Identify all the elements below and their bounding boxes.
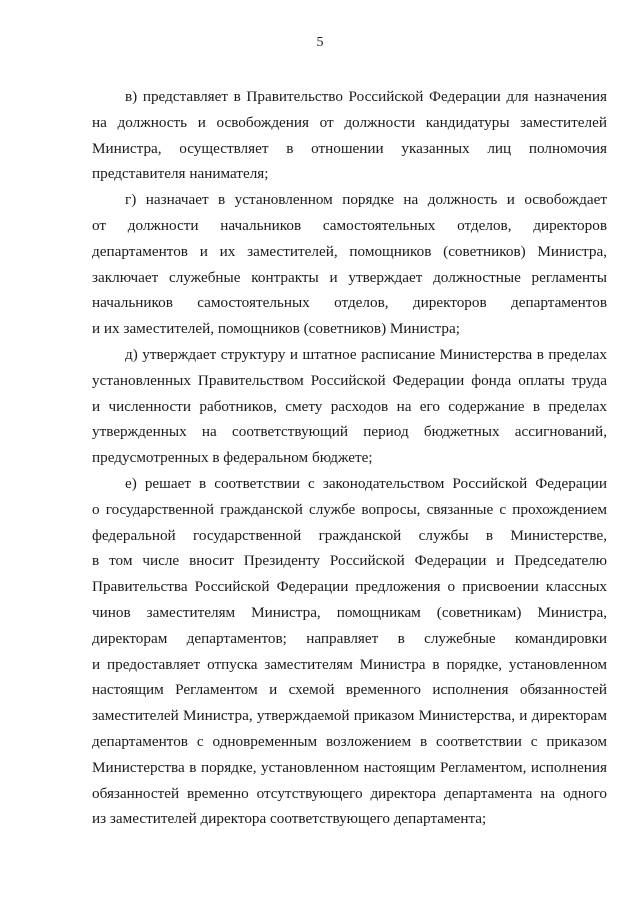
text-line: установленных Правительством Российской Федерации фонда оплаты труда xyxy=(92,371,607,389)
text-line: департаментов и их заместителей, помощников (советников) Министра, xyxy=(92,242,607,260)
text-line: утвержденных на соответствующий период бюджетных ассигнований, xyxy=(92,423,607,441)
text-line: заключает служебные контракты и утверждает должностные регламенты xyxy=(92,268,607,286)
paragraph-v xyxy=(92,84,607,187)
text-line: заместителей Министра, утверждаемой приказом Министерства, и директорам xyxy=(92,707,607,725)
page-number: 5 xyxy=(316,35,324,50)
text-line: в том числе вносит Президенту Российской Федерации и Председателю xyxy=(92,552,607,570)
text-line: представителя нанимателя; xyxy=(92,165,269,183)
text-line: начальников самостоятельных отделов, директоров департаментов xyxy=(92,294,607,312)
text-line: и численности работников, смету расходов на его содержание в пределах xyxy=(92,397,607,415)
paragraph-g xyxy=(92,187,607,342)
text-line: и их заместителей, помощников (советников) Министра; xyxy=(92,320,460,338)
text-line: Правительства Российской Федерации предложения о присвоении классных xyxy=(92,578,607,596)
text-line: Министра, осуществляет в отношении указанных лиц полномочия xyxy=(92,139,607,157)
text-line: из заместителей директора соответствующего департамента; xyxy=(92,810,487,828)
text-line: д) утверждает структуру и штатное расписание Министерства в пределах xyxy=(125,345,607,363)
text-line: настоящим Регламентом и схемой временного исполнения обязанностей xyxy=(92,681,607,699)
text-line: и предоставляет отпуска заместителям Министра в порядке, установленном xyxy=(92,655,607,673)
text-line: директорам департаментов; направляет в служебные командировки xyxy=(92,629,607,647)
text-line: чинов заместителям Министра, помощникам (советникам) Министра, xyxy=(92,603,607,621)
paragraph-e xyxy=(92,471,607,832)
text-line: обязанностей временно отсутствующего директора департамента на одного xyxy=(92,784,607,802)
text-line: Министерства в порядке, установленном настоящим Регламентом, исполнения xyxy=(92,758,607,776)
text-line: департаментов с одновременным возложением в соответствии с приказом xyxy=(92,732,607,750)
text-line: от должности начальников самостоятельных отделов, директоров xyxy=(92,216,607,234)
text-line: на должность и освобождения от должности кандидатуры заместителей xyxy=(92,113,607,131)
text-line: е) решает в соответствии с законодательством Российской Федерации xyxy=(125,474,607,492)
text-line: г) назначает в установленном порядке на должность и освобождает xyxy=(125,191,607,209)
text-line: предусмотренных в федеральном бюджете; xyxy=(92,449,373,467)
text-line: о государственной гражданской службе вопросы, связанные с прохождением xyxy=(92,500,607,518)
paragraph-d xyxy=(92,342,607,471)
text-line: в) представляет в Правительство Российской Федерации для назначения xyxy=(125,88,607,105)
document-body xyxy=(92,84,607,832)
text-line: федеральной государственной гражданской службы в Министерстве, xyxy=(92,526,607,544)
